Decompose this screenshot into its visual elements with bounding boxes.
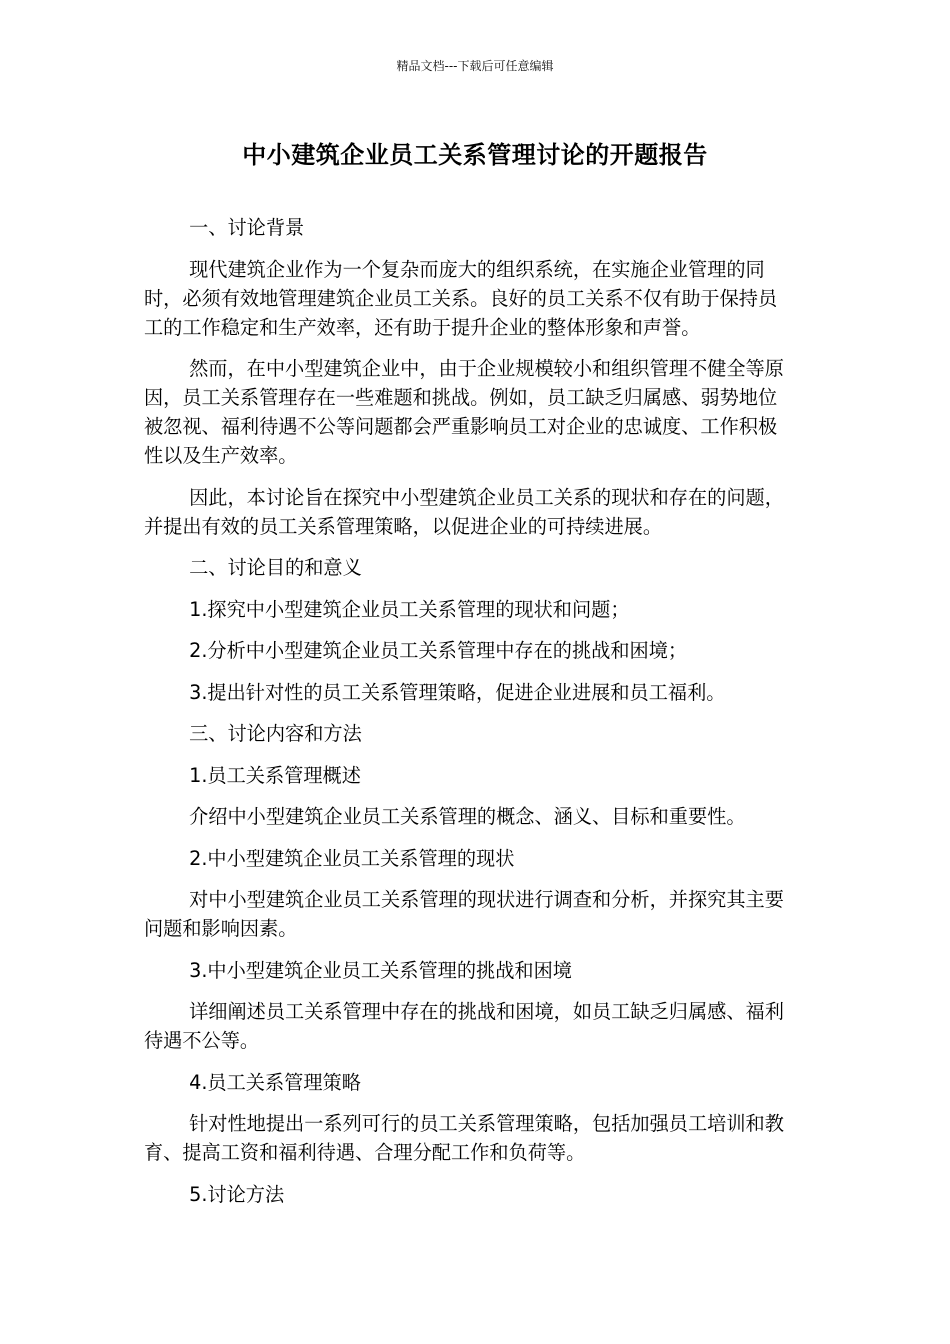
section-heading-content: 三、讨论内容和方法	[189, 722, 362, 745]
section-heading-background: 一、讨论背景	[189, 216, 305, 239]
purpose-item-1: 1.探究中小型建筑企业员工关系管理的现状和问题；	[189, 597, 630, 621]
content-paragraph-1: 介绍中小型建筑企业员工关系管理的概念、涵义、目标和重要性。	[189, 805, 746, 828]
header-note: 精品文档---下载后可任意编辑	[396, 59, 554, 73]
paragraph-background-3: 因此，本讨论旨在探究中小型建筑企业员工关系的现状和存在的问题，并提出有效的员工关系管理策略，以促进企业的可持续进展。	[144, 485, 784, 538]
document-title: 中小建筑企业员工关系管理讨论的开题报告	[242, 141, 708, 169]
content-heading-4: 4.员工关系管理策略	[189, 1070, 361, 1094]
content-paragraph-3: 详细阐述员工关系管理中存在的挑战和困境，如员工缺乏归属感、福利待遇不公等。	[144, 1000, 784, 1052]
content-heading-5: 5.讨论方法	[189, 1182, 285, 1206]
paragraph-background-2: 然而，在中小型建筑企业中，由于企业规模较小和组织管理不健全等原因，员工关系管理存在一些难题和挑战。例如，员工缺乏归属感、弱势地位被忽视、福利待遇不公等问题都会严重影响员工对企业的忠诚度、工作积极性以及生产效率。	[144, 357, 784, 467]
content-heading-1: 1.员工关系管理概述	[189, 763, 361, 787]
content-heading-3: 3.中小型建筑企业员工关系管理的挑战和困境	[189, 958, 572, 982]
content-paragraph-2: 对中小型建筑企业员工关系管理的现状进行调查和分析，并探究其主要问题和影响因素。	[144, 888, 784, 940]
purpose-item-2: 2.分析中小型建筑企业员工关系管理中存在的挑战和困境；	[189, 639, 688, 662]
paragraph-background-1: 现代建筑企业作为一个复杂而庞大的组织系统，在实施企业管理的同时，必须有效地管理建筑企业员工关系。良好的员工关系不仅有助于保持员工的工作稳定和生产效率，还有助于提升企业的整体形象和声誉。	[144, 257, 778, 339]
content-heading-2: 2.中小型建筑企业员工关系管理的现状	[189, 846, 515, 870]
document-body	[144, 213, 796, 1221]
content-paragraph-4: 针对性地提出一系列可行的员工关系管理策略，包括加强员工培训和教育、提高工资和福利待遇、合理分配工作和负荷等。	[144, 1112, 784, 1164]
section-heading-purpose: 二、讨论目的和意义	[189, 556, 362, 579]
purpose-item-3: 3.提出针对性的员工关系管理策略，促进企业进展和员工福利。	[189, 680, 726, 704]
